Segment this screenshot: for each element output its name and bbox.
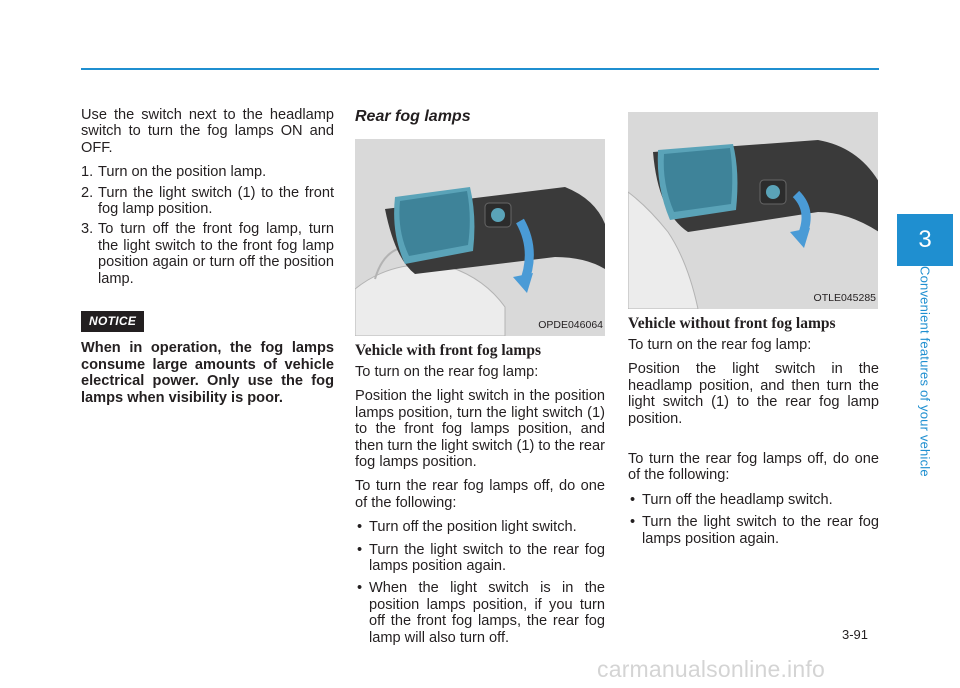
chapter-tab: 3 [897,214,953,266]
list-item: • When the light switch is in the position lamps position, if you turn off the front fog lamps, the rear fog lamp will also turn off. [355,580,605,646]
list-item: • Turn the light switch to the rear fog lamps position again. [628,514,879,547]
off-options-list [355,519,605,646]
step-item: 1. Turn on the position lamp. [81,164,267,181]
watermark: carmanualsonline.info [597,656,825,682]
instruction-text: Position the light switch in the position lamps position, turn the light switch (1) to the front fog lamps position, and then turn the light switch (1) to the rear fog lamps position. [355,388,605,471]
spacer [628,435,879,451]
chapter-title: Convenient features of your vehicle [917,266,933,477]
chapter-title-wrap [897,266,953,556]
subheading-without-front: Vehicle without front fog lamps [628,315,836,332]
fog-switch-illustration [628,112,878,309]
lead-text: To turn on the rear fog lamp: [355,364,539,380]
intro-paragraph: Use the switch next to the headlamp switch to turn the fog lamps ON and OFF. [81,107,334,156]
figure-fog-switch-rear [628,112,878,309]
figure-fog-switch-front [355,139,605,336]
section-title: Rear fog lamps [355,108,471,125]
off-options-list [628,492,879,547]
column-3 [628,112,879,553]
fog-switch-illustration [355,139,605,336]
step-item: 3. To turn off the front fog lamp, turn the light switch to the front fog lamp position again or turn off the position lamp. [81,221,334,287]
column-2 [355,107,605,652]
notice-badge: NOTICE [81,311,144,332]
notice-text: When in operation, the fog lamps consume large amounts of vehicle electrical power. Only use the fog lamps when visibility is poor. [81,340,334,406]
step-item: 2. Turn the light switch (1) to the front fog lamp position. [81,184,334,218]
column-1 [81,107,334,414]
figure-code: OTLE045285 [813,291,876,304]
list-item: • Turn the light switch to the rear fog lamps position again. [355,542,605,575]
subheading-with-front: Vehicle with front fog lamps [355,342,541,359]
figure-code: OPDE046064 [538,318,603,331]
lead-text: To turn on the rear fog lamp: [628,337,812,353]
list-item: • Turn off the headlamp switch. [628,492,879,508]
off-intro-text: To turn the rear fog lamps off, do one of the following: [628,451,879,484]
steps-list [81,164,334,287]
page-number: 3-91 [842,627,869,642]
off-intro-text: To turn the rear fog lamps off, do one of the following: [355,478,605,511]
list-item: • Turn off the position light switch. [355,519,605,535]
header-rule [81,68,879,70]
instruction-text: Position the light switch in the headlamp position, and then turn the light switch (1) to the rear fog lamp position. [628,361,879,427]
